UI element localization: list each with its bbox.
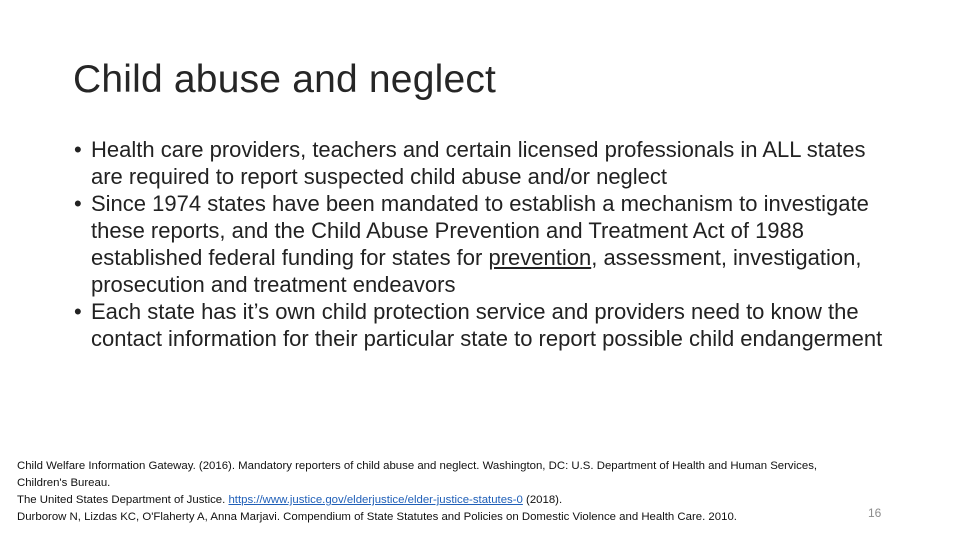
bullet-marker: • [74, 137, 82, 162]
references [17, 458, 922, 526]
doj-statutes-link[interactable]: https://www.justice.gov/elderjustice/elder-justice-statutes-0 [228, 494, 523, 506]
bullet-list [73, 136, 893, 352]
bullet-item-state-services [73, 298, 893, 352]
reference-3: Durborow N, Lizdas KC, O'Flaherty A, Anna Marjavi. Compendium of State Statutes and Policies on Domestic Violence and Health Care. 2010. [17, 511, 737, 523]
bullet-text-after: , assessment, investigation, prosecution and treatment endeavors [91, 245, 862, 297]
reference-2 [17, 492, 922, 509]
bullet-text-underlined: prevention [488, 245, 592, 270]
bullet-item-capta-history [73, 190, 893, 298]
bullet-text-before: Since 1974 states have been mandated to establish a mechanism to investigate these reports, and the Child Abuse Prevention and Treatment Act of 1988 established federal funding for states for [91, 191, 869, 270]
bullet-text: Each state has it’s own child protection service and providers need to know the contact information for their particular state to report possible child endangerment [91, 299, 883, 351]
reference-2-year: (2018). [522, 494, 563, 506]
reference-1-line-1: Child Welfare Information Gateway. (2016). Mandatory reporters of child abuse and neglect. Washington, DC: U.S. Department of Health and Human Services, [17, 460, 818, 472]
bullet-marker: • [74, 191, 82, 216]
bullet-text [91, 190, 893, 298]
slide-title: Child abuse and neglect [73, 58, 497, 101]
bullet-item-mandatory-reporters [73, 136, 893, 190]
bullet-marker: • [74, 299, 82, 324]
bullet-text: Health care providers, teachers and certain licensed professionals in ALL states are required to report suspected child abuse and/or neglect [91, 137, 866, 189]
reference-1-line-2: Children's Bureau. [17, 477, 111, 489]
page-number: 16 [868, 506, 882, 520]
reference-2-text: The United States Department of Justice. [17, 494, 229, 506]
